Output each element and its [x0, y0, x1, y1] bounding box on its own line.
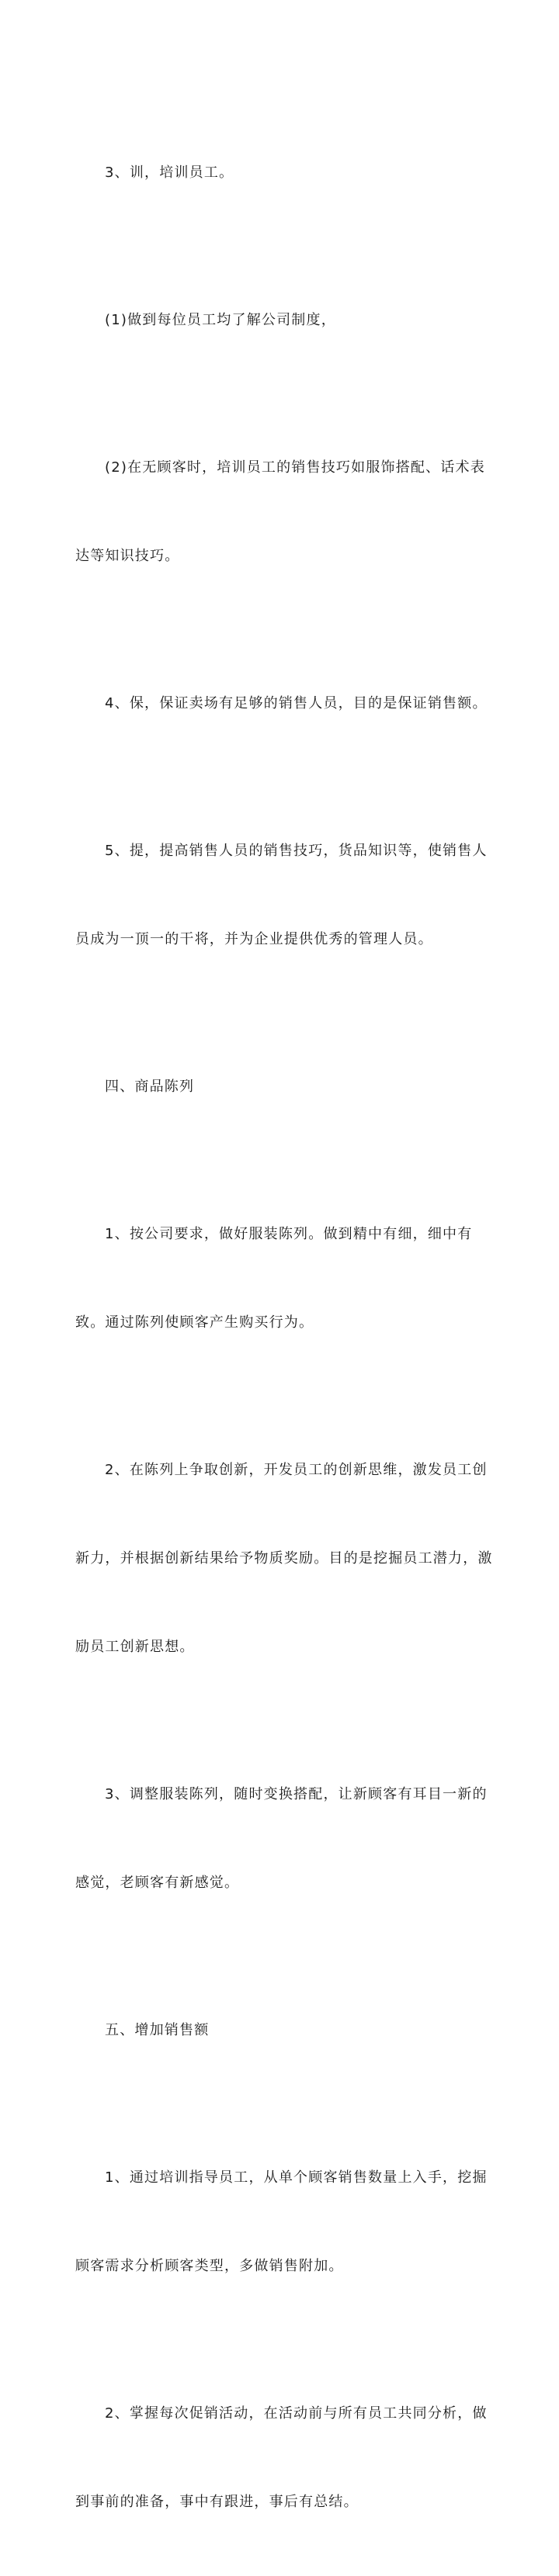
text-line: 致。通过陈列使顾客产生购买行为。 — [75, 1314, 314, 1331]
text-line: 员成为一顶一的干将，并为企业提供优秀的管理人员。 — [75, 931, 433, 947]
text-line: 3、训，培训员工。 — [105, 164, 234, 181]
text-line: 五、增加销售额 — [105, 2022, 210, 2038]
text-line: 新力，并根据创新结果给予物质奖励。目的是挖掘员工潜力，激 — [75, 1550, 493, 1567]
text-line: 5、提，提高销售人员的销售技巧，货品知识等，使销售人 — [105, 843, 488, 859]
text-line: 励员工创新思想。 — [75, 1639, 195, 1655]
text-line: 到事前的准备，事中有跟进，事后有总结。 — [75, 2494, 359, 2510]
text-line: 四、商品陈列 — [105, 1079, 195, 1095]
text-line: 2、在陈列上争取创新，开发员工的创新思维，激发员工创 — [105, 1462, 488, 1478]
text-line: 2、掌握每次促销活动，在活动前与所有员工共同分析，做 — [105, 2405, 488, 2422]
paragraph-sales-1 — [75, 2104, 496, 2340]
text-line: 感觉，老顾客有新感觉。 — [75, 1875, 240, 1891]
section-heading-merchandise-display — [75, 1013, 496, 1161]
paragraph-train-staff — [75, 99, 496, 247]
paragraph-display-1 — [75, 1161, 496, 1397]
paragraph-train-item-1 — [75, 247, 496, 394]
document-body — [75, 99, 496, 2576]
paragraph-display-2 — [75, 1397, 496, 1721]
paragraph-display-3 — [75, 1721, 496, 1957]
text-line: (2)在无顾客时，培训员工的销售技巧如服饰搭配、话术表 — [105, 459, 485, 476]
text-line: 1、通过培训指导员工，从单个顾客销售数量上入手，挖掘 — [105, 2169, 488, 2186]
section-heading-increase-sales — [75, 1957, 496, 2104]
text-line: (1)做到每位员工均了解公司制度， — [105, 312, 336, 328]
paragraph-train-item-2 — [75, 394, 496, 630]
text-line: 1、按公司要求，做好服装陈列。做到精中有细，细中有 — [105, 1226, 473, 1242]
paragraph-ensure-staffing — [75, 630, 496, 777]
paragraph-improve-skills — [75, 777, 496, 1013]
paragraph-sales-2 — [75, 2340, 496, 2576]
text-line: 达等知识技巧。 — [75, 548, 180, 564]
text-line: 3、调整服装陈列，随时变换搭配，让新顾客有耳目一新的 — [105, 1786, 488, 1802]
text-line: 4、保，保证卖场有足够的销售人员，目的是保证销售额。 — [105, 695, 488, 712]
text-line: 顾客需求分析顾客类型，多做销售附加。 — [75, 2258, 344, 2274]
